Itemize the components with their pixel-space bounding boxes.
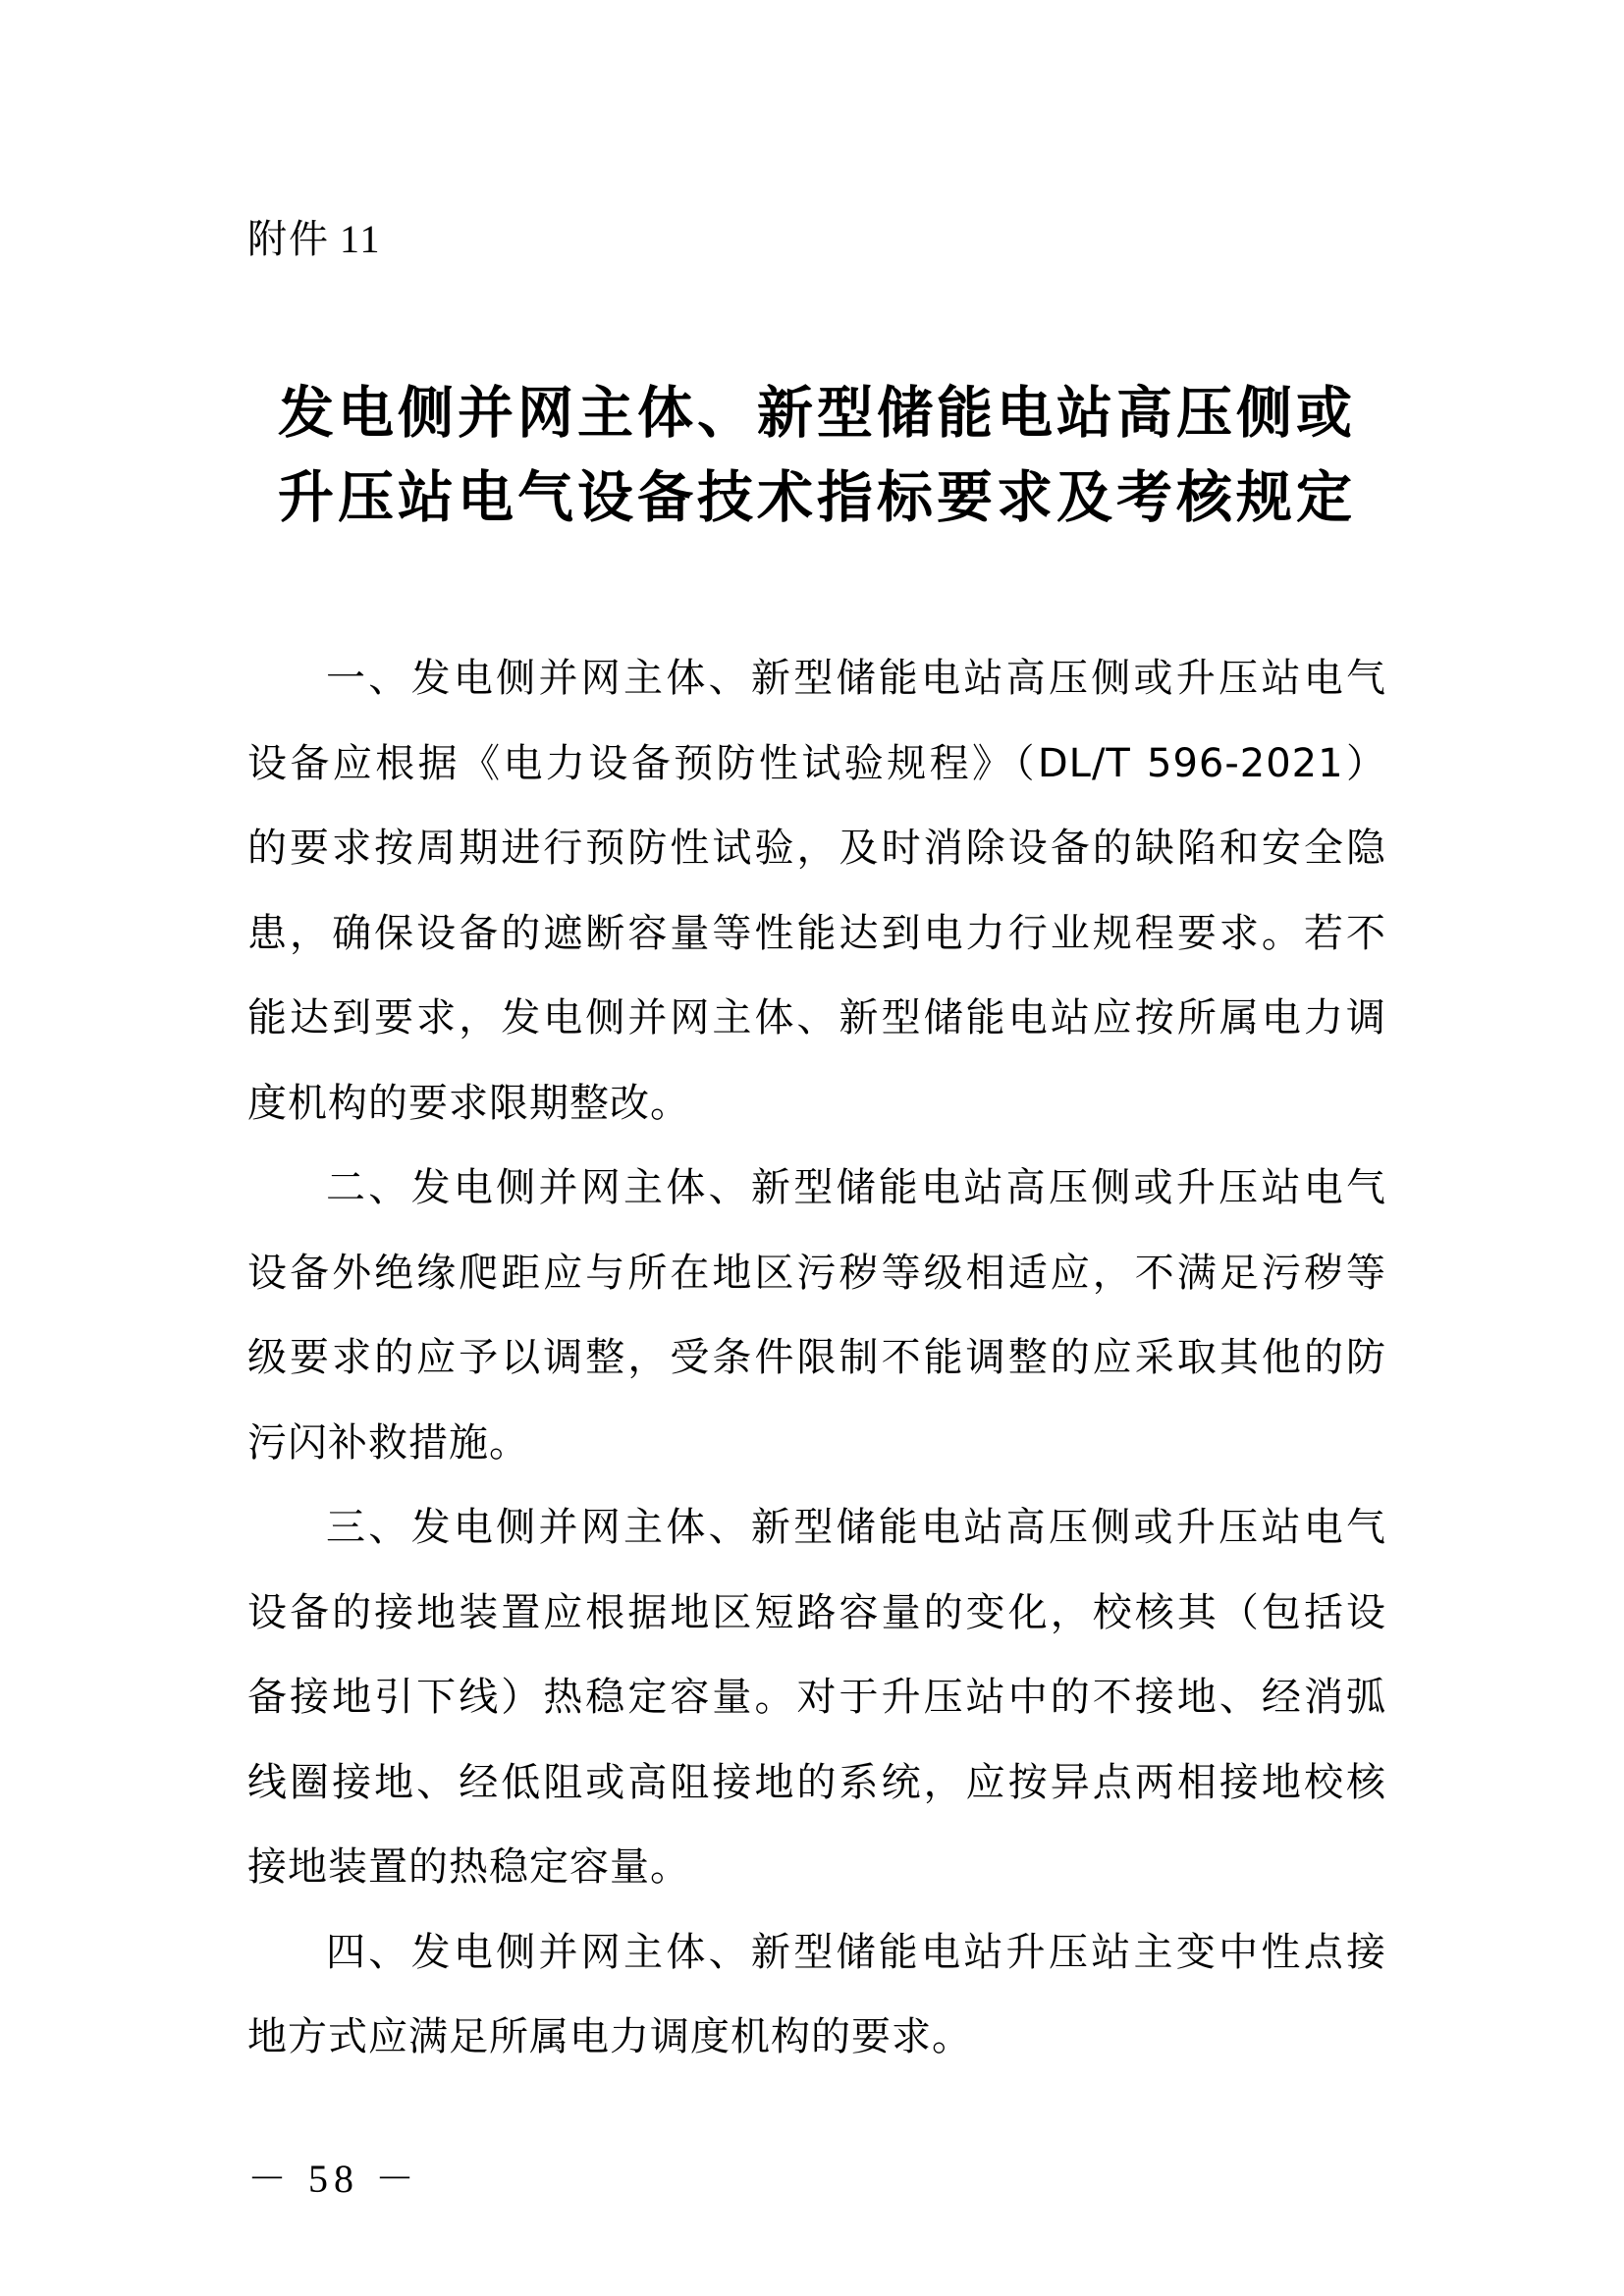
section-3-line-3: 备接地引下线）热稳定容量。对于升压站中的不接地、经消弧 [247, 1675, 1386, 1720]
section-2-line-3: 级要求的应予以调整，受条件限制不能调整的应采取其他的防 [247, 1335, 1386, 1380]
section-2-line-4: 污闪补救措施。 [247, 1419, 529, 1466]
section-4 [247, 1910, 1386, 2080]
section-1-line-2: 设备应根据《电力设备预防性试验规程》（DL/T 596-2021） [247, 740, 1386, 786]
section-2-line-2: 设备外绝缘爬距应与所在地区污秽等级相适应，不满足污秽等 [247, 1250, 1386, 1296]
section-3-line-1: 三、发电侧并网主体、新型储能电站高压侧或升压站电气 [326, 1505, 1386, 1550]
section-2 [247, 1146, 1386, 1485]
section-1-line-1: 一、发电侧并网主体、新型储能电站高压侧或升压站电气 [326, 656, 1386, 701]
section-4-line-2: 地方式应满足所属电力调度机构的要求。 [247, 2014, 972, 2059]
section-3-line-2: 设备的接地装置应根据地区短路容量的变化，校核其（包括设 [247, 1589, 1386, 1635]
section-1-line-6: 度机构的要求限期整改。 [247, 1080, 690, 1126]
section-3-line-4: 线圈接地、经低阻或高阻接地的系统，应按异点两相接地校核 [247, 1759, 1386, 1805]
section-1 [247, 636, 1386, 1146]
attachment-prefix: 附件 [247, 217, 330, 262]
title-line-1: 发电侧并网主体、新型储能电站高压侧或 [278, 380, 1356, 446]
section-3-line-5: 接地装置的热稳定容量。 [247, 1844, 690, 1890]
section-4-line-1: 四、发电侧并网主体、新型储能电站升压站主变中性点接 [326, 1929, 1386, 1975]
section-1-line-3: 的要求按周期进行预防性试验，及时消除设备的缺陷和安全隐 [247, 826, 1386, 871]
attachment-label [247, 214, 382, 265]
section-2-line-1: 二、发电侧并网主体、新型储能电站高压侧或升压站电气 [326, 1165, 1386, 1210]
document-body [247, 636, 1386, 2080]
title-line-2: 升压站电气设备技术指标要求及考核规定 [278, 464, 1356, 530]
section-1-line-5: 能达到要求，发电侧并网主体、新型储能电站应按所属电力调 [247, 995, 1386, 1041]
page-number: － 58 － [247, 2157, 420, 2201]
section-1-line-4: 患，确保设备的遮断容量等性能达到电力行业规程要求。若不 [247, 910, 1386, 956]
section-3 [247, 1485, 1386, 1910]
document-title [247, 371, 1386, 540]
attachment-number: 11 [340, 217, 382, 261]
